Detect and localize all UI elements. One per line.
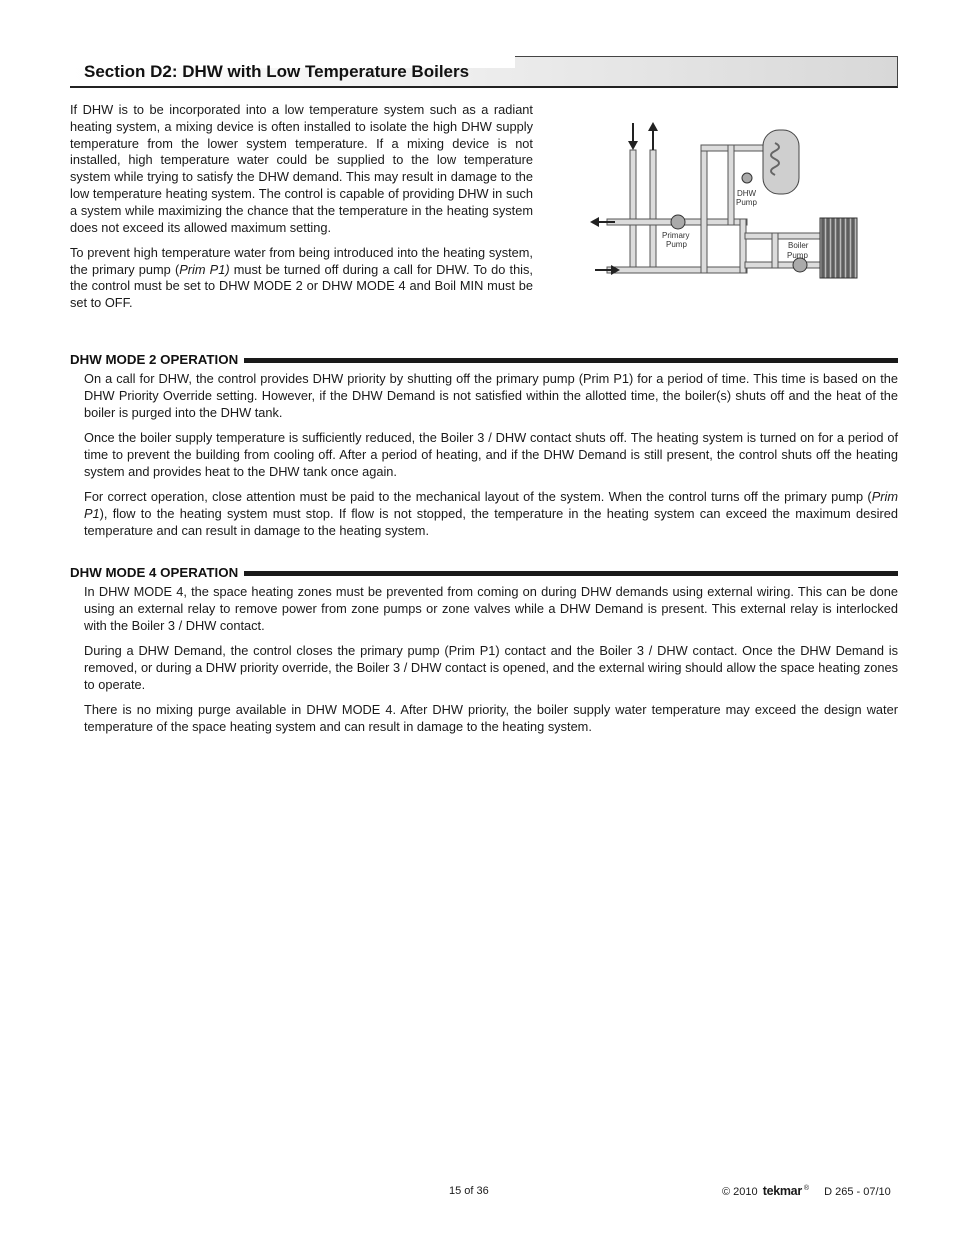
section-title: Section D2: DHW with Low Temperature Boilers	[84, 62, 470, 81]
piping-diagram	[585, 115, 865, 290]
boiler-return-pipe	[745, 262, 820, 268]
document-code: D 265 - 07/10	[824, 1186, 891, 1198]
supply-riser-pipe	[630, 150, 636, 273]
dhw-pump	[742, 173, 752, 183]
boiler-pump-label-2: Pump	[787, 251, 808, 260]
dhw-pump-label-1: DHW	[737, 189, 757, 198]
boiler-supply-pipe	[745, 233, 820, 239]
mode2-p3-emphasis: Prim P1	[84, 488, 898, 521]
boiler-pump-label-1: Boiler	[788, 241, 809, 250]
intro-paragraph-2	[70, 245, 533, 312]
brand-logo: tekmar	[762, 1184, 802, 1198]
dhw-supply-pipe	[701, 145, 769, 151]
boiler-pump	[793, 258, 807, 272]
mode2-paragraph-3	[84, 489, 898, 539]
boiler-loop-riser	[772, 233, 778, 268]
mode4-text	[84, 584, 898, 744]
mode2-heading	[70, 352, 898, 368]
mode4-paragraph-1: In DHW MODE 4, the space heating zones must be prevented from coming on during DHW demands using external wiring. This can be done using an external relay to remove power from zone pumps or zone valves while a DHW Demand is present. This external relay is interlocked with the Boiler 3 / DHW contact.	[84, 584, 898, 633]
mode2-p3-end: ), flow to the heating system must stop. If flow is not stopped, the temperature in the heating system can exceed the maximum desired temperature and can result in damage to the heating system.	[84, 505, 898, 538]
mode4-heading	[70, 565, 898, 581]
mode2-paragraph-2: Once the boiler supply temperature is sufficiently reduced, the Boiler 3 / DHW contact shuts off. The heating system is turned on for a period of time to prevent the building from cooling off. After a period of heating, and if the DHW Demand is still present, the control shuts off the heating system and provides heat to the DHW tank once again.	[84, 429, 898, 479]
dhw-tank	[763, 130, 799, 194]
intro-paragraph-1: If DHW is to be incorporated into a low temperature system such as a radiant heating system, a mixing device is often installed to isolate the high DHW supply temperature from the lower system temperature. If a mixing device is not installed, high temperature water could be supplied to the low temperature system while trying to satisfy the DHW demand. This may result in damage to the low temperature heating system. The control is capable of providing DHW in such a system while maximizing the chance that the temperature in the heating system does not exceed its allowed maximum setting.	[70, 102, 533, 235]
mode2-p3-start: For correct operation, close attention must be paid to the mechanical layout of the system. When the control turns off the primary pump (	[84, 488, 872, 504]
section-header	[70, 56, 898, 88]
mode2-text	[84, 371, 898, 548]
mode4-heading-label: DHW MODE 4 OPERATION	[70, 565, 244, 580]
primary-pump-label-1: Primary	[662, 231, 690, 240]
primary-pump-label-2: Pump	[666, 240, 687, 249]
boiler	[820, 218, 857, 278]
dhw-pump-label-2: Pump	[736, 198, 757, 207]
dhw-drop-pipe	[728, 145, 734, 225]
mode4-paragraph-2: During a DHW Demand, the control closes the primary pump (Prim P1) contact and the Boiler 3 / DHW contact. Once the DHW Demand is removed, or during a DHW priority override, the Boiler 3 / DHW contact is opened, and the external wiring should allow the space heating zones to operate.	[84, 642, 898, 692]
mode2-heading-label: DHW MODE 2 OPERATION	[70, 352, 244, 367]
registered-mark: ®	[803, 1185, 810, 1193]
page-number: 15 of 36	[449, 1185, 489, 1197]
intro-p2-emphasis: Prim P1)	[179, 261, 230, 277]
intro-p2-start: To prevent high temperature water from being introduced into the heating system, the primary pump (	[70, 244, 533, 277]
intro-text	[70, 102, 533, 321]
lower-header-pipe	[607, 267, 747, 273]
mode2-paragraph-1: On a call for DHW, the control provides DHW priority by shutting off the primary pump (Prim P1) for a period of time. This time is based on the DHW Priority Override setting. However, if the DHW Demand is not satisfied within the allotted time, the boiler(s) shuts off and the heat of the boiler is purged into the DHW tank.	[84, 371, 898, 420]
return-riser-pipe	[650, 150, 656, 273]
primary-pump	[671, 215, 685, 229]
footer-info	[722, 1184, 891, 1198]
primary-loop-left-pipe	[701, 145, 707, 273]
mode4-paragraph-3: There is no mixing purge available in DHW MODE 4. After DHW priority, the boiler supply water temperature may exceed the design water temperature of the space heating system and can result in damage to the heating system.	[84, 701, 898, 734]
intro-p2-end: must be turned off during a call for DHW. To do this, the control must be set to DHW MODE 2 or DHW MODE 4 and Boil MIN must be set to OFF.	[70, 261, 533, 311]
copyright: © 2010	[722, 1186, 758, 1198]
